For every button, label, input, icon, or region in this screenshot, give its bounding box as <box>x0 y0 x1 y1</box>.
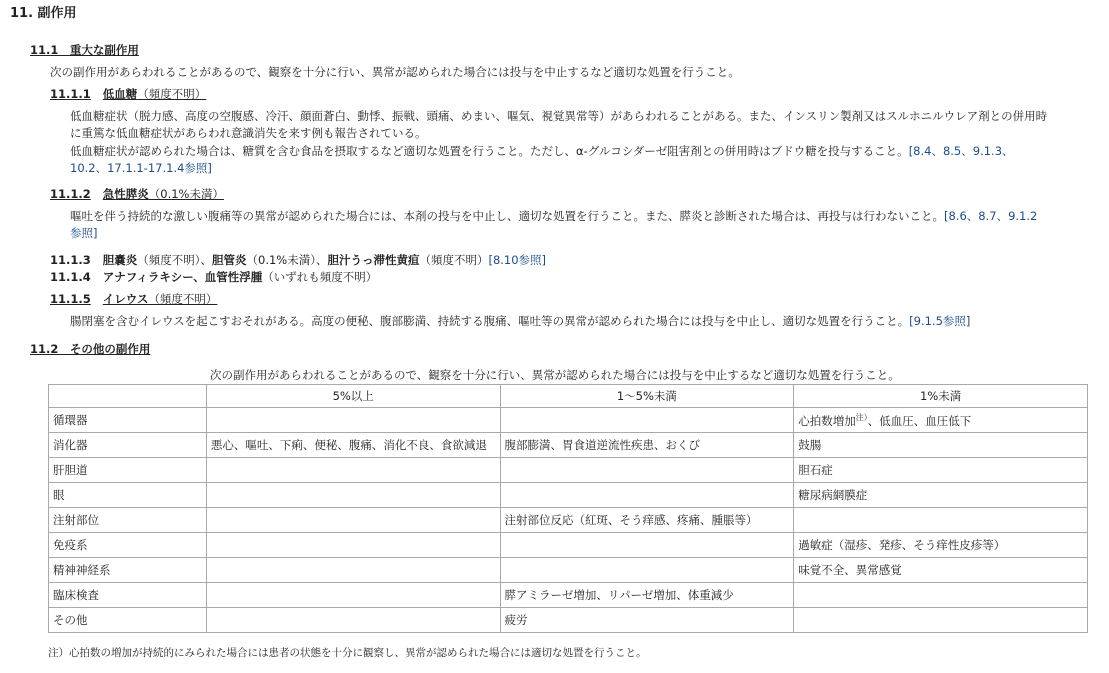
reference-link[interactable]: [8.4、8.5、9.1.3、 <box>908 144 1014 158</box>
section-heading-serious: 11.1 重大な副作用 <box>30 43 139 57</box>
freq-high-cell <box>206 583 500 608</box>
item-ileus-heading <box>50 291 217 308</box>
item-frequency: （頻度不明） <box>148 292 218 306</box>
item-hypoglycemia-heading <box>50 86 206 103</box>
freq-high-cell <box>206 458 500 483</box>
section-heading-other: 11.2 その他の副作用 <box>30 342 151 356</box>
freq-mid-cell: 膵アミラーゼ増加、リパーゼ増加、体重減少 <box>500 583 794 608</box>
item-frequency: （頻度不明） <box>137 87 207 101</box>
page-title: 11. 副作用 <box>10 6 77 21</box>
freq-low-cell <box>794 608 1088 633</box>
freq-high-cell <box>206 483 500 508</box>
item-name: 胆汁うっ滞性黄疸 <box>327 253 420 267</box>
table-row <box>49 583 1088 608</box>
item-name: アナフィラキシー、血管性浮腫 <box>102 270 263 284</box>
item-frequency: （いずれも頻度不明） <box>262 270 378 284</box>
item-number: 11.1.2 <box>50 187 91 201</box>
freq-mid-cell: 注射部位反応（紅斑、そう痒感、疼痛、腫脹等） <box>500 508 794 533</box>
item-name: 急性膵炎 <box>102 187 149 201</box>
item-number: 11.1.5 <box>50 292 91 306</box>
category-cell: 眼 <box>49 483 207 508</box>
item-frequency: （頻度不明） <box>419 253 489 267</box>
item-name: 胆嚢炎 <box>102 253 138 267</box>
item-pancreatitis-heading <box>50 186 224 203</box>
item-number: 11.1.3 <box>50 253 91 267</box>
freq-low-cell: 胆石症 <box>794 458 1088 483</box>
side-effects-table <box>48 384 1088 633</box>
table-row <box>49 558 1088 583</box>
table-header-cell: 1～5%未満 <box>500 385 794 408</box>
hypoglycemia-text-1: 低血糖症状（脱力感、高度の空腹感、冷汗、顔面蒼白、動悸、振戦、頭痛、めまい、嘔気、視覚異常等）があらわれることがある。また、インスリン製剤又はスルホニルウレア剤との併用時 <box>70 109 1048 123</box>
freq-low-cell: 過敏症（湿疹、発疹、そう痒性皮疹等） <box>794 533 1088 558</box>
category-cell: 臨床検査 <box>49 583 207 608</box>
table-row <box>49 533 1088 558</box>
ileus-text <box>70 313 970 330</box>
freq-mid-cell <box>500 483 794 508</box>
ileus-advice: 腸閉塞を含むイレウスを起こすおそれがある。高度の便秘、腹部膨満、持続する腹痛、嘔吐等の異常が認められた場合には投与を中止し、適切な処置を行うこと。 <box>70 314 910 328</box>
category-cell: 肝胆道 <box>49 458 207 483</box>
category-cell: 精神神経系 <box>49 558 207 583</box>
freq-high-cell: 悪心、嘔吐、下痢、便秘、腹痛、消化不良、食欲減退 <box>206 433 500 458</box>
item-number: 11.1.1 <box>50 87 91 101</box>
category-cell: 免疫系 <box>49 533 207 558</box>
freq-high-cell <box>206 508 500 533</box>
item-name: 胆管炎 <box>212 253 247 267</box>
freq-low-cell: 鼓腸 <box>794 433 1088 458</box>
freq-mid-cell <box>500 458 794 483</box>
table-row <box>49 458 1088 483</box>
freq-high-cell <box>206 558 500 583</box>
freq-low-cell <box>794 408 1088 433</box>
freq-mid-cell: 疲労 <box>500 608 794 633</box>
freq-mid-cell: 腹部膨満、胃食道逆流性疾患、おくび <box>500 433 794 458</box>
reference-link[interactable]: [8.6、8.7、9.1.2 <box>944 209 1038 223</box>
item-frequency: （頻度不明）、 <box>137 253 212 267</box>
freq-high-cell <box>206 608 500 633</box>
freq-high-cell <box>206 533 500 558</box>
freq-low-cell: 味覚不全、異常感覚 <box>794 558 1088 583</box>
effect-text: 、低血圧、血圧低下 <box>867 413 972 428</box>
freq-low-cell <box>794 583 1088 608</box>
freq-high-cell <box>206 408 500 433</box>
table-row <box>49 483 1088 508</box>
table-row <box>49 608 1088 633</box>
table-header-cell: 5%以上 <box>206 385 500 408</box>
table-header-row <box>49 385 1088 408</box>
hypoglycemia-text-2: に重篤な低血糖症状があらわれ意識消失を来す例も報告されている。 <box>70 126 427 140</box>
hypoglycemia-advice: 低血糖症状が認められた場合は、糖質を含む食品を摂取するなど適切な処置を行うこと。ただし、α-グルコシダーゼ阻害剤との併用時はブドウ糖を投与すること。 <box>70 144 909 158</box>
section-intro-serious: 次の副作用があらわれることがあるので、観察を十分に行い、異常が認められた場合には投与を中止するなど適切な処置を行うこと。 <box>50 65 740 79</box>
freq-low-cell <box>794 508 1088 533</box>
reference-link[interactable]: 10.2、17.1.1-17.1.4参照] <box>70 161 212 175</box>
freq-low-cell: 糖尿病網膜症 <box>794 483 1088 508</box>
item-frequency: （0.1%未満） <box>148 187 224 201</box>
item-name: 低血糖 <box>102 87 138 101</box>
item-number: 11.1.4 <box>50 270 91 284</box>
reference-link[interactable]: [9.1.5参照] <box>909 314 971 328</box>
hypoglycemia-text-3 <box>70 143 1014 160</box>
item-frequency: （0.1%未満）、 <box>246 253 328 267</box>
table-header-cell: 1%未満 <box>794 385 1088 408</box>
item-name: イレウス <box>102 292 149 306</box>
category-cell: 循環器 <box>49 408 207 433</box>
category-cell: 消化器 <box>49 433 207 458</box>
table-row <box>49 408 1088 433</box>
pancreatitis-text <box>70 208 1037 225</box>
category-cell: その他 <box>49 608 207 633</box>
item-anaphylaxis-heading <box>50 269 377 286</box>
table-row <box>49 433 1088 458</box>
reference-link[interactable]: [8.10参照] <box>488 253 547 267</box>
table-row <box>49 508 1088 533</box>
section-intro-other: 次の副作用があらわれることがあるので、観察を十分に行い、異常が認められた場合には投与を中止するなど適切な処置を行うこと。 <box>210 368 900 382</box>
freq-mid-cell <box>500 558 794 583</box>
pancreatitis-advice: 嘔吐を伴う持続的な激しい腹痛等の異常が認められた場合には、本剤の投与を中止し、適切な処置を行うこと。また、膵炎と診断された場合は、再投与は行わないこと。 <box>70 209 944 223</box>
effect-text: 心拍数増加 <box>798 413 856 428</box>
category-cell: 注射部位 <box>49 508 207 533</box>
reference-link[interactable]: 参照] <box>70 226 98 240</box>
freq-mid-cell <box>500 408 794 433</box>
table-header-cell <box>49 385 207 408</box>
footnote-marker: 注） <box>855 412 868 422</box>
table-footnote: 注）心拍数の増加が持続的にみられた場合には患者の状態を十分に観察し、異常が認められた場合には適切な処置を行うこと。 <box>48 647 647 659</box>
freq-mid-cell <box>500 533 794 558</box>
item-cholecystitis-heading <box>50 252 546 269</box>
